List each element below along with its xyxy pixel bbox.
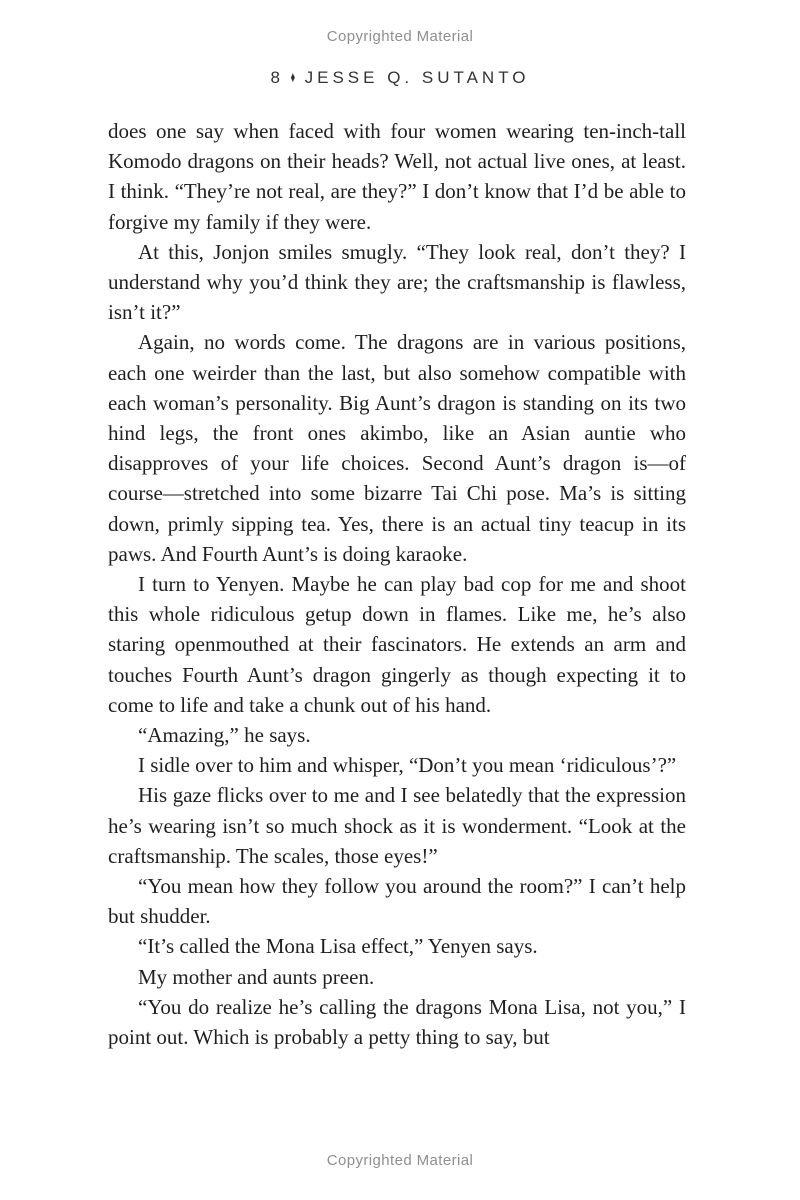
body-paragraph: Again, no words come. The dragons are in various positions, each one weirder than the last, but also somehow compatible with each woman’s personality. Big Aunt’s dragon is standing on its two hind legs, the front ones akimbo, like an Asian auntie who disapproves of your life choices. Second Aunt’s dragon is—of course—stretched into some bizarre Tai Chi pose. Ma’s is sitting down, primly sipping tea. Yes, there is an actual tiny teacup in its paws. And Fourth Aunt’s is doing karaoke. [108, 330, 686, 566]
body-paragraph: “Amazing,” he says. [138, 723, 311, 748]
copyright-notice-bottom: Copyrighted Material [326, 1152, 474, 1169]
running-head-author: JESSE Q. SUTANTO [304, 68, 530, 87]
body-paragraph: At this, Jonjon smiles smugly. “They look real, don’t they? I understand why you’d think they are; the craftsmanship is flawless, isn’t it?” [108, 239, 686, 325]
body-paragraph: I sidle over to him and whisper, “Don’t you mean ‘ridiculous’?” [138, 753, 677, 778]
body-paragraph: His gaze flicks over to me and I see belatedly that the expression he’s wearing isn’t so much shock as it is wonderment. “Look at the craftsmanship. The scales, those eyes!” [108, 783, 686, 868]
copyright-notice-top: Copyrighted Material [326, 28, 474, 45]
body-paragraph: does one say when faced with four women wearing ten-inch-tall Komodo dragons on their heads? Well, not actual live ones, at least. I think. “They’re not real, are they?” I don’t know that I’d be able to forgive my family if they were. [108, 119, 686, 234]
page-number: 8 [270, 68, 284, 87]
running-head [0, 68, 800, 88]
body-paragraph: “You do realize he’s calling the dragons Mona Lisa, not you,” I point out. Which is probably a petty thing to say, but [108, 994, 686, 1050]
diamond-separator-icon: ♦ [290, 68, 296, 86]
body-paragraph: I turn to Yenyen. Maybe he can play bad cop for me and shoot this whole ridiculous getup down in flames. Like me, he’s also staring openmouthed at their fascinators. He extends an arm and touches Fourth Aunt’s dragon gingerly as though expecting it to come to life and take a chunk out of his hand. [108, 572, 686, 717]
body-paragraph: “It’s called the Mona Lisa effect,” Yenyen says. [138, 934, 538, 959]
body-paragraph: My mother and aunts preen. [138, 964, 375, 989]
body-paragraph: “You mean how they follow you around the room?” I can’t help but shudder. [108, 874, 686, 929]
page-body-text [108, 116, 686, 1052]
